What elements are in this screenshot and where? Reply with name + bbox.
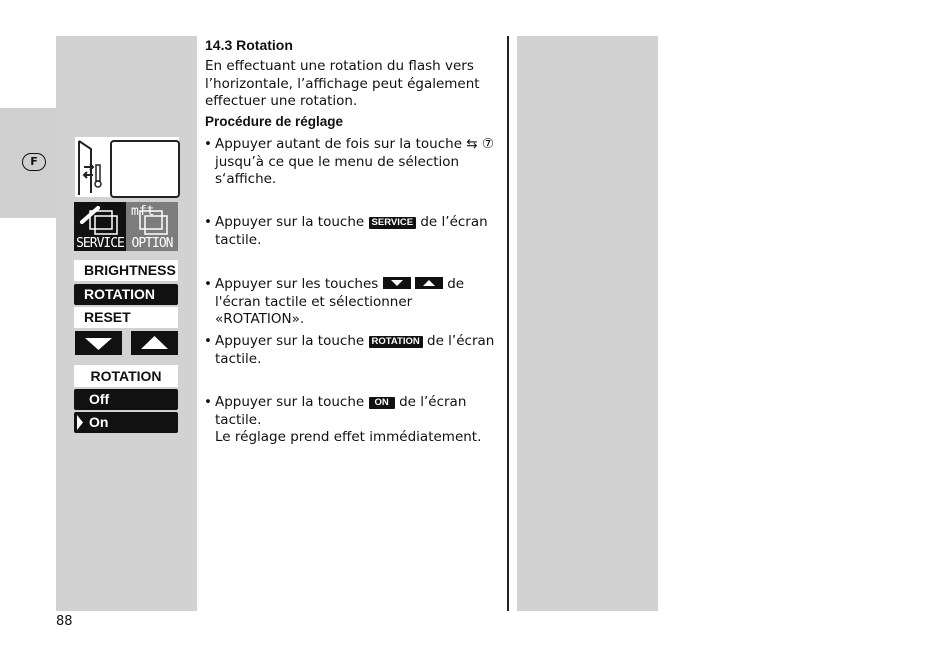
right-margin-column [517,36,658,611]
step-text: Appuyer sur la touche [215,214,365,230]
bullet-dot: • [204,394,212,410]
step-4 [204,333,504,368]
section-title: 14.3 Rotation [205,37,293,53]
bullet-dot: • [204,276,212,292]
arrow-up-icon [131,331,178,355]
step-text: s‘affiche. [215,171,277,187]
intro-line: En effectuant une rotation du flash vers [205,58,474,74]
intro-paragraph [205,58,500,111]
rotation-option-on[interactable] [74,412,178,433]
option-tile[interactable] [126,202,178,251]
bullet-dot: • [204,214,212,230]
step-1 [204,136,504,189]
rotation-menu-header: ROTATION [74,365,178,387]
bullet-dot: • [204,333,212,349]
flash-device-illustration [75,137,179,197]
up-arrow-button[interactable] [131,331,178,355]
menu-item-rotation[interactable]: ROTATION [74,284,178,305]
option-tile-label: OPTION [131,236,173,251]
step-text: Appuyer sur la touche [215,394,365,410]
step-text: tactile. [215,411,262,428]
column-divider [507,36,509,611]
inline-arrow-up-icon [415,277,443,289]
rotation-option-on-label: On [89,414,109,430]
intro-line: effectuer une rotation. [205,93,358,109]
down-arrow-button[interactable] [75,331,122,355]
service-key-label: SERVICE [369,217,417,229]
step-text: de l’écran [420,214,488,230]
procedure-heading: Procédure de réglage [205,114,344,129]
rotation-key-label: ROTATION [369,336,423,348]
step-text: tactile. [215,350,262,367]
selection-marker-icon [76,412,84,433]
page-number: 88 [56,614,73,629]
menu-item-reset[interactable]: RESET [74,307,178,328]
step-text: de [447,276,465,292]
step-text: Le réglage prend effet immédiatement. [215,429,482,445]
swap-arrows-icon: ⇆ [466,136,478,152]
intro-line: l’horizontale, l’affichage peut également [205,75,480,92]
rotation-option-off[interactable]: Off [74,389,178,410]
step-text: de l’écran [399,394,467,410]
menu-item-brightness[interactable]: BRIGHTNESS [74,260,178,281]
on-key-label: ON [369,397,395,409]
wrench-icon [74,202,126,236]
step-text: l'écran tactile et sélectionner «ROTATION». [215,293,413,327]
service-tile-label: SERVICE [76,236,124,251]
step-5 [204,394,504,447]
step-text: de l’écran [427,333,495,349]
language-badge: F [22,153,46,171]
step-text: Appuyer autant de fois sur la touche [215,136,462,152]
arrow-down-icon [75,331,122,355]
key-number: ⑦ [481,136,495,152]
step-text: Appuyer sur les touches [215,276,379,292]
bullet-dot: • [204,136,212,152]
step-text: jusqu’à ce que le menu de sélection [215,153,460,170]
inline-arrow-down-icon [383,277,411,289]
step-text: Appuyer sur la touche [215,333,365,349]
step-3 [204,276,504,329]
display-screen [110,140,180,198]
service-tile[interactable] [74,202,126,251]
step-text: tactile. [215,231,262,248]
step-2 [204,214,504,249]
mft-icon-text: mft [131,204,155,219]
